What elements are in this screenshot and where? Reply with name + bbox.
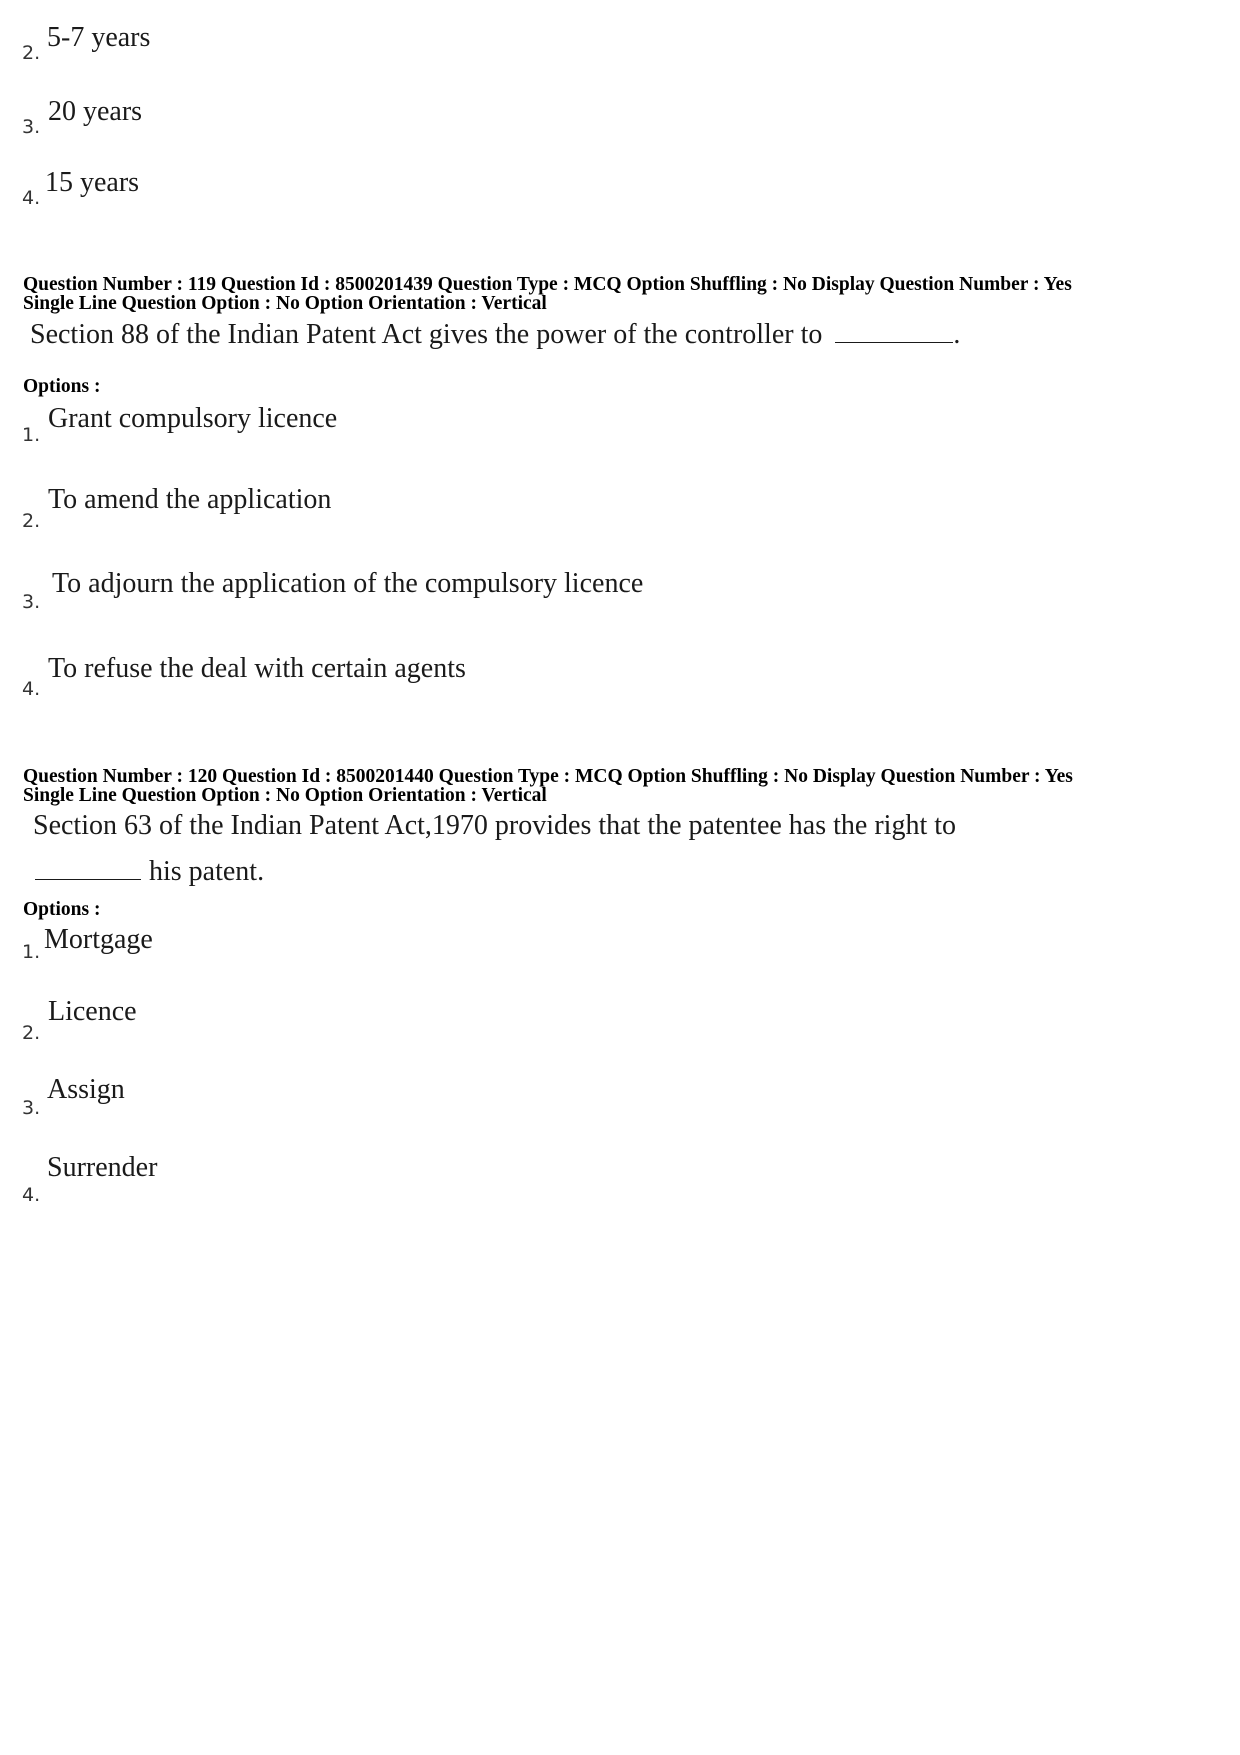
option-number: 1. [22,424,41,446]
option-text: Assign [47,1074,125,1105]
option-text: To refuse the deal with certain agents [48,653,466,684]
question-text-end: . [953,319,961,350]
option-number: 4. [22,1184,41,1206]
fill-in-blank [835,341,953,343]
fill-in-blank [35,878,141,880]
option-text: 15 years [45,167,140,198]
option-text: Mortgage [44,924,153,955]
options-label: Options : [23,899,101,920]
question-text-line2-body: his patent. [149,856,265,887]
question-meta-line1: Question Number : 119 Question Id : 8500201439 Question Type : MCQ Option Shuffling : No Display Question Number : Yes [23,274,1072,295]
option-number: 1. [22,941,41,963]
question-text-line1: Section 63 of the Indian Patent Act,1970 provides that the patentee has the right to [33,810,957,841]
option-number: 4. [22,187,41,209]
option-text: 5-7 years [47,22,151,53]
option-number: 2. [22,1022,41,1044]
option-text: Surrender [47,1152,158,1183]
option-number: 3. [22,591,41,613]
question-meta-line2: Single Line Question Option : No Option Orientation : Vertical [23,293,547,314]
option-number: 3. [22,116,41,138]
option-text: To adjourn the application of the compulsory licence [52,568,644,599]
options-label: Options : [23,376,101,397]
question-text-body: Section 88 of the Indian Patent Act gives the power of the controller to [30,319,823,350]
option-text: 20 years [48,96,143,127]
option-text: To amend the application [48,484,332,515]
option-number: 4. [22,678,41,700]
question-meta-line1: Question Number : 120 Question Id : 8500201440 Question Type : MCQ Option Shuffling : No Display Question Number : Yes [23,766,1073,787]
question-text [30,319,960,351]
option-text: Grant compulsory licence [48,403,338,434]
question-meta-line2: Single Line Question Option : No Option Orientation : Vertical [23,785,547,806]
option-number: 2. [22,510,41,532]
option-text: Licence [48,996,137,1027]
option-number: 2. [22,42,41,64]
option-number: 3. [22,1097,41,1119]
question-text-line2 [35,856,264,888]
